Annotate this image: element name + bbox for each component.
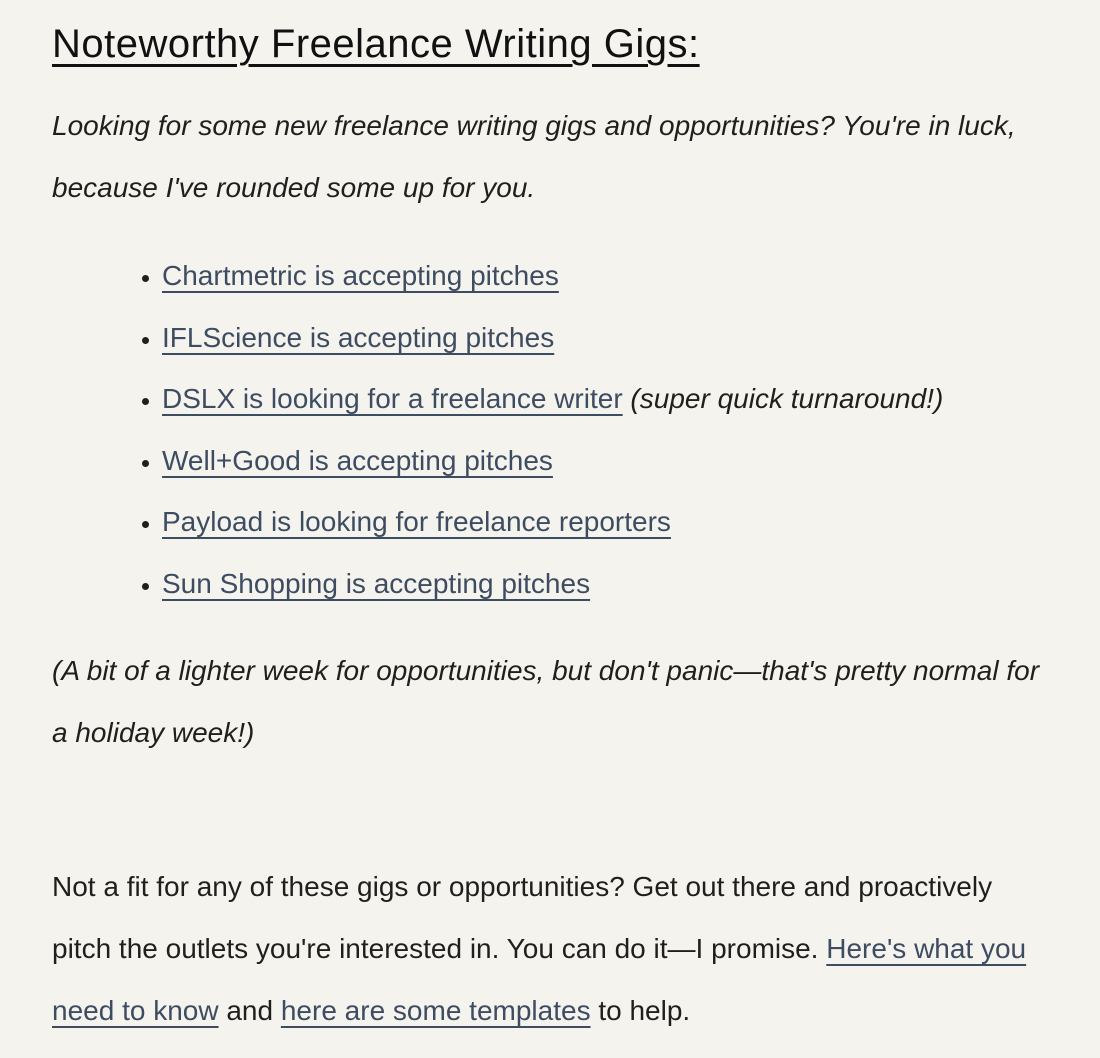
- gig-link-wellgood[interactable]: Well+Good is accepting pitches: [162, 444, 553, 476]
- gig-list-item: [162, 491, 1048, 553]
- gig-list-item: [162, 307, 1048, 369]
- gig-list: [52, 245, 1048, 614]
- gig-list-item: [162, 430, 1048, 492]
- closing-text-1: Not a fit for any of these gigs or opportunities? Get out there and proactively pitch the outlets you're interested in. You can do it—I promise.: [52, 871, 993, 964]
- gig-list-item: [162, 368, 1048, 430]
- gig-suffix: (super quick turnaround!): [622, 383, 944, 414]
- templates-link[interactable]: here are some templates: [280, 995, 591, 1026]
- closing-paragraph: [52, 856, 1048, 1042]
- gig-link-dslx[interactable]: DSLX is looking for a freelance writer: [162, 383, 623, 414]
- closing-text-2: and: [218, 995, 281, 1026]
- gig-link-chartmetric[interactable]: Chartmetric is accepting pitches: [162, 260, 559, 291]
- intro-paragraph: Looking for some new freelance writing gigs and opportunities? You're in luck, because I've rounded some up for you.: [52, 110, 1016, 203]
- page-title: Noteworthy Freelance Writing Gigs:: [52, 22, 700, 66]
- newsletter-content: [52, 22, 1048, 1042]
- gig-list-item: [162, 245, 1048, 307]
- gig-link-payload[interactable]: Payload is looking for freelance reporters: [162, 506, 671, 537]
- pitching-guide-link[interactable]: Here's what you need to know: [52, 933, 1027, 1026]
- note-paragraph: (A bit of a lighter week for opportunities, but don't panic—that's pretty normal for a holiday week!): [52, 655, 1040, 748]
- closing-text-3: to help.: [590, 995, 691, 1026]
- gig-list-item: [162, 553, 1048, 615]
- gig-link-iflscience[interactable]: IFLScience is accepting pitches: [162, 321, 555, 353]
- gig-link-sunshopping[interactable]: Sun Shopping is accepting pitches: [162, 567, 591, 599]
